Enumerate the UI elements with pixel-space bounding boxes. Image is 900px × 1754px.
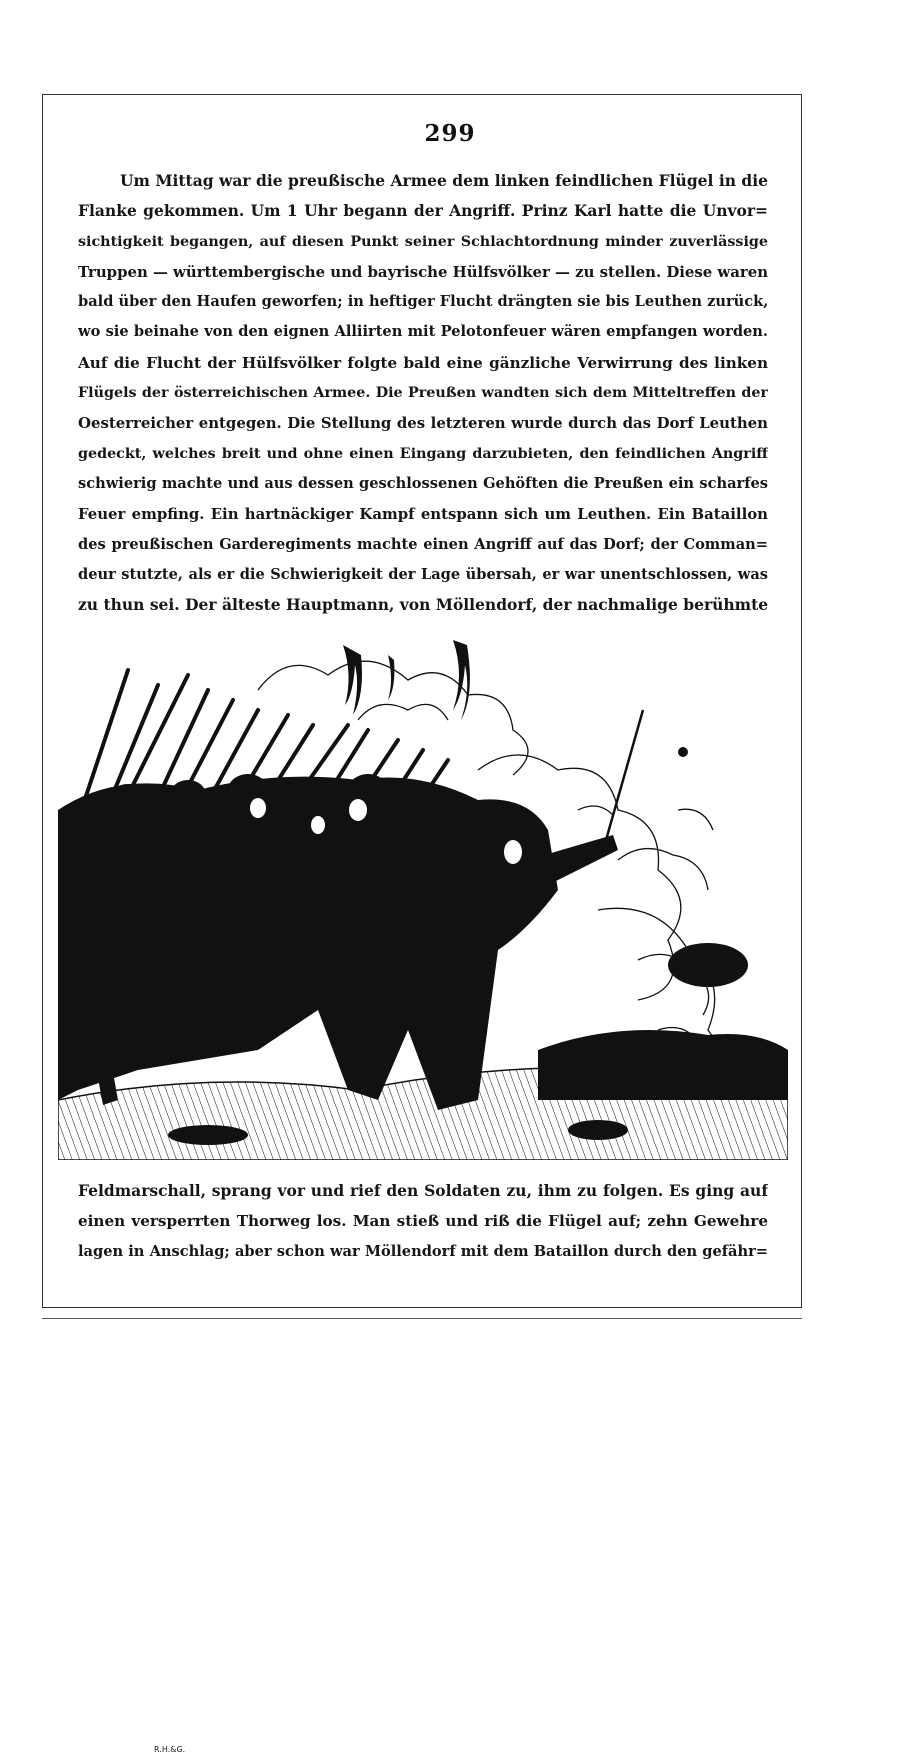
body-text-top (78, 166, 768, 620)
text-line: Truppen — württembergische und bayrische Hülfsvölker — zu stellen. Diese waren (78, 262, 768, 281)
text-line: Flügels der österreichischen Armee. Die Preußen wandten sich dem Mitteltreffen der (78, 385, 768, 402)
text-line: einen versperrten Thorweg los. Man stieß und riß die Flügel auf; zehn Gewehre (78, 1212, 768, 1231)
text-line: Auf die Flucht der Hülfsvölker folgte bald eine gänzliche Verwirrung des linken (78, 353, 768, 372)
text-line: gedeckt, welches breit und ohne einen Eingang darzubieten, den feindlichen Angriff (78, 445, 768, 462)
text-line: Um Mittag war die preußische Armee dem linken feindlichen Flügel in die (120, 171, 768, 190)
engraving-image (58, 630, 788, 1160)
text-line: des preußischen Garderegiments machte einen Angriff auf das Dorf; der Comman= (78, 535, 768, 553)
text-line: Feldmarschall, sprang vor und rief den Soldaten zu, ihm zu folgen. Es ging auf (78, 1181, 768, 1200)
sword (606, 710, 643, 840)
text-line: sichtigkeit begangen, auf diesen Punkt seiner Schlachtordnung minder zuverlässige (78, 233, 768, 250)
text-line: zu thun sei. Der älteste Hauptmann, von Möllendorf, der nachmalige berühmte (78, 595, 768, 615)
text-line: wo sie beinahe von den eignen Alliirten mit Pelotonfeuer wären empfangen worden. (78, 323, 768, 341)
artist-signature: R.H.&G. (154, 1745, 186, 1754)
text-line: lagen in Anschlag; aber schon war Möllendorf mit dem Bataillon durch den gefähr= (78, 1242, 768, 1260)
text-line: deur stutzte, als er die Schwierigkeit der Lage übersah, er war unentschlossen, was (78, 565, 768, 583)
text-line: Flanke gekommen. Um 1 Uhr begann der Angriff. Prinz Karl hatte die Unvor= (78, 201, 768, 221)
text-line: bald über den Haufen geworfen; in heftiger Flucht drängten sie bis Leuthen zurück, (78, 293, 768, 311)
page-number: 299 (424, 120, 476, 147)
text-line: Feuer empfing. Ein hartnäckiger Kampf entspann sich um Leuthen. Ein Bataillon (78, 505, 768, 524)
cannonball (678, 747, 688, 757)
bottom-rule (42, 1318, 802, 1319)
body-text-bottom (78, 1176, 768, 1267)
flame-plumes (343, 640, 470, 720)
text-line: Oesterreicher entgegen. Die Stellung des letzteren wurde durch das Dorf Leuthen (78, 414, 768, 433)
text-line: schwierig machte und aus dessen geschlossenen Gehöften die Preußen ein scharfes (78, 474, 768, 492)
